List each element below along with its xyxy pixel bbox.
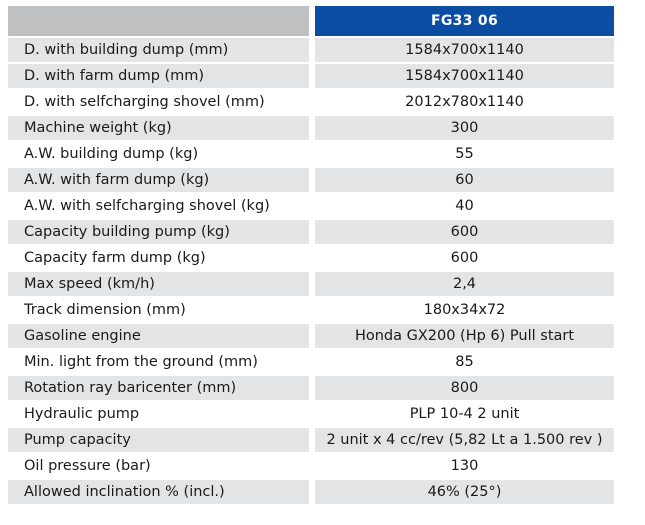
table-row <box>8 246 614 270</box>
spec-value: 2,4 <box>315 272 614 296</box>
spec-value: PLP 10-4 2 unit <box>315 402 614 426</box>
table-row <box>8 142 614 166</box>
model-header: FG33 06 <box>315 6 614 36</box>
spec-value: 600 <box>315 220 614 244</box>
spec-label: A.W. with farm dump (kg) <box>8 168 309 192</box>
spec-label: Track dimension (mm) <box>8 298 309 322</box>
table-row <box>8 64 614 88</box>
table-row <box>8 298 614 322</box>
table-header-row <box>8 6 614 36</box>
table-row <box>8 402 614 426</box>
table-row <box>8 324 614 348</box>
spec-value: 2 unit x 4 cc/rev (5,82 Lt a 1.500 rev ) <box>315 428 614 452</box>
spec-label: Machine weight (kg) <box>8 116 309 140</box>
spec-table <box>8 6 614 506</box>
header-label-cell <box>8 6 309 36</box>
spec-value: 55 <box>315 142 614 166</box>
table-row <box>8 116 614 140</box>
table-row <box>8 220 614 244</box>
table-row <box>8 428 614 452</box>
spec-value: 60 <box>315 168 614 192</box>
spec-label: A.W. with selfcharging shovel (kg) <box>8 194 309 218</box>
table-row <box>8 168 614 192</box>
spec-value: 300 <box>315 116 614 140</box>
table-row <box>8 350 614 374</box>
spec-label: D. with selfcharging shovel (mm) <box>8 90 309 114</box>
spec-value: Honda GX200 (Hp 6) Pull start <box>315 324 614 348</box>
spec-value: 85 <box>315 350 614 374</box>
spec-value: 2012x780x1140 <box>315 90 614 114</box>
spec-value: 180x34x72 <box>315 298 614 322</box>
spec-label: Capacity building pump (kg) <box>8 220 309 244</box>
spec-label: Rotation ray baricenter (mm) <box>8 376 309 400</box>
spec-value: 800 <box>315 376 614 400</box>
spec-label: Pump capacity <box>8 428 309 452</box>
spec-label: Allowed inclination % (incl.) <box>8 480 309 504</box>
table-row <box>8 454 614 478</box>
spec-value: 130 <box>315 454 614 478</box>
spec-label: Capacity farm dump (kg) <box>8 246 309 270</box>
table-row <box>8 90 614 114</box>
table-row <box>8 272 614 296</box>
spec-label: D. with farm dump (mm) <box>8 64 309 88</box>
spec-label: Max speed (km/h) <box>8 272 309 296</box>
spec-value: 1584x700x1140 <box>315 38 614 62</box>
spec-value: 46% (25°) <box>315 480 614 504</box>
table-row <box>8 194 614 218</box>
spec-label: A.W. building dump (kg) <box>8 142 309 166</box>
table-row <box>8 38 614 62</box>
spec-value: 40 <box>315 194 614 218</box>
spec-label: Oil pressure (bar) <box>8 454 309 478</box>
table-row <box>8 376 614 400</box>
spec-label: D. with building dump (mm) <box>8 38 309 62</box>
spec-label: Hydraulic pump <box>8 402 309 426</box>
spec-label: Min. light from the ground (mm) <box>8 350 309 374</box>
spec-value: 600 <box>315 246 614 270</box>
spec-value: 1584x700x1140 <box>315 64 614 88</box>
table-row <box>8 480 614 504</box>
spec-label: Gasoline engine <box>8 324 309 348</box>
